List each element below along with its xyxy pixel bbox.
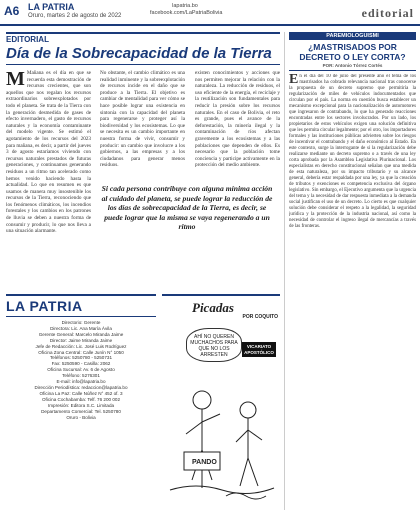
opinion-article	[289, 32, 416, 514]
masthead-line: Teléfonos: 5250780 - 5250731	[49, 355, 113, 361]
drop-cap: M	[6, 70, 25, 90]
figure-head	[193, 391, 211, 409]
editorial-column-1	[6, 70, 91, 285]
opinion-drop-cap: E	[289, 74, 299, 87]
masthead-line: Directorio: Gerente	[61, 320, 101, 325]
masthead-line: E-mail: info@lapatria.bo	[56, 379, 106, 385]
masthead-line: Oficina Zona Central: Calle Junín N° 1050	[38, 349, 124, 355]
figure-2-head	[240, 402, 256, 418]
column-divider	[284, 32, 285, 510]
cartoon-byline: POR COQUITO	[242, 314, 278, 320]
opinion-kicker: PAREMIOLOGUISMI	[289, 32, 416, 40]
masthead-line: Impresión: Editora S.C. Limitada	[47, 402, 115, 408]
masthead-line: Teléfono: 5276301	[62, 373, 100, 379]
masthead-line: Oruro - Bolivia	[66, 414, 96, 420]
masthead-line: Gerente General: Marcelo Miranda Jaime	[38, 331, 124, 337]
pull-quote: Si cada persona contribuye con alguna mínima acción al cuidado del planeta, se puede lograr la reducción de los días de sobrecapacidad de la Tierra, es decir, se puede lograr que la misma se vaya regenerando a un ritmo	[94, 180, 280, 258]
masthead-line: Dirección Periodística: redaccion@lapatria.bo	[34, 384, 128, 390]
masthead-line: Oficina Cochabamba: Telf. 76 200 002	[41, 396, 121, 402]
editorial-column-2: No obstante, el cambio climático es una realidad inminente y la sobreexplotación de recursos incide en el daño que se produce a la Tierra. El objetivo es cambiar de mentalidad para ver cómo se hace posible lograr una existencia en sintonía con la capacidad del planeta para regenerarse y proteger así la biodiversidad y los ecosistemas. Lo que se necesita es un cambio importante en nuestra forma de vivir, consumir y producir: un cambio que involucre a los gobiernos, a las empresas y a los ciudadanos para generar menos residuos.	[100, 70, 185, 169]
masthead-line: Oficina Sucursal: Av. 6 de Agosto	[47, 367, 115, 373]
masthead-line: Jefe de Redacción: Lic. José Luis Rodríguez	[35, 343, 127, 349]
masthead-logo: LA PATRIA	[6, 296, 156, 317]
cartoon-title: Picadas	[192, 300, 234, 315]
masthead-line: Fax: 5250590 - Casilla: 2062	[51, 361, 111, 367]
figure-2-body	[236, 418, 262, 486]
page-number: A6	[4, 4, 20, 18]
masthead-credits	[6, 320, 156, 420]
speech-bubble: AHÍ NO QUEREN MUCHACHOS PARA QUE NO LOS ARRESTEN	[186, 328, 242, 362]
masthead-line: Director: Jaime Miranda Jaime	[49, 337, 113, 343]
cartoon-box	[162, 294, 280, 510]
masthead-line: Departamento Comercial: Tel. 5250780	[41, 408, 121, 414]
opinion-body-text: n el día del 10 de julio del presente año el tema de los mastrisados ha cobrado relevancia nacional tras conocerse la propuesta de un decreto supremo que permitiría la regularización de miles de vehículos indocumentados que circulan por el país. La norma en cuestión busca establecer un mecanismo excepcional para la nacionalización de automotores que ingresaron de contrabando, lo que ha generado reacciones encontradas entre los sectores involucrados. Por un lado, los propietarios de estos vehículos exigen una solución definitiva que les permita circular legalmente; por el otro, los importadores formales y las instituciones públicas advierten sobre los riesgos de incentivar el contrabando y el daño económico al Estado. En este contexto, surge la interrogante de si la regularización debe realizarse mediante un decreto supremo o a través de una ley corta aprobada por la Asamblea Legislativa Plurinacional. Los especialistas en derecho constitucional señalan que una medida de esta naturaleza, por su impacto tributario y su alcance general, debería estar respaldada por una ley, ya que la creación de tributos y exenciones es competencia exclusiva del órgano legislativo. Sin embargo, el Ejecutivo argumenta que la urgencia del tema y la necesidad de dar respuesta inmediata a la demanda social justifican el uso de un decreto. Lo cierto es que cualquier solución debe considerar el respeto a la legalidad, la seguridad jurídica y la protección de la industria nacional, así como la necesidad de controlar el ingreso ilegal de mercancías a través de las fronteras.	[289, 74, 416, 229]
opinion-title: ¿MASTRISADOS POR DECRETO O LEY CORTA?	[299, 42, 406, 62]
issue-date: Oruro, martes 2 de agosto de 2022	[28, 13, 122, 19]
opinion-body	[289, 74, 416, 514]
website-links: lapatria.bo facebook.com/LaPatriaBolivia	[150, 3, 223, 16]
cartoon-tag: VICARIATO APOSTÓLICO	[242, 342, 276, 357]
editorial-title: Día de la Sobrecapacidad de la Tierra	[6, 45, 280, 65]
masthead-box	[6, 294, 156, 510]
masthead-line: Oficina La Paz: Calle Núñez N° 452 of. 3	[39, 390, 123, 396]
newspaper-logo: LA PATRIA	[28, 2, 75, 12]
editorial-column-1-text: Mañana es el día en que se recuerda esta demostración de recursos crecientes, que son aquellos que nos regalan los recursos extraordinarios sobreexplotados por todo el planeta. Se trata de la Tierra con la generación desmedida de gases de efecto invernadero, el gasto de recursos naturales y la economía contaminante del modelo vigente. Se estimó el agotamiento de los recursos del 2023 para mañana, es decir, a partir del jueves 3 de agosto estaríamos viviendo con recursos naturales prestados de futuras generaciones, y continuamos generando residuos a un ritmo tan acelerado como hemos venido haciendo hasta la actualidad. Lo que en resumen es que usamos de manera muy insostenible los recursos de la Tierra, reconociendo que los fenómenos climáticos, los incendios forestales y los cambios en los patrones de lluvia se deben a nuestra forma de consumir y producir, lo que nos lleva a una situación alarmante.	[6, 70, 91, 235]
ground-line	[170, 486, 274, 494]
sign-text: PANDO	[192, 459, 217, 466]
masthead-line: Directora: Lic. Ana María Ávila	[50, 325, 112, 331]
editorial-column-3: existen conocimientos y acciones que nos permiten mejorar la relación con la naturaleza. La reducción de residuos, el uso eficiente de la energía, el reciclaje y la reutilización son fundamentales para reducir la presión sobre los recursos naturales. En el caso de Bolivia, el reto es grande, pues el avance de la deforestación, la minería ilegal y la contaminación de ríos afectan gravemente a los ecosistemas y a las poblaciones que dependen de ellos. Es necesario que la población tome conciencia y participe activamente en la protección del medio ambiente.	[195, 70, 280, 169]
cartoon-illustration	[166, 370, 278, 508]
opinion-byline: POR: Antonio Tórrez Cortés	[289, 63, 416, 71]
editorial-kicker: EDITORIAL	[6, 32, 280, 44]
page-header	[0, 0, 420, 26]
section-label: editorial	[361, 6, 414, 20]
